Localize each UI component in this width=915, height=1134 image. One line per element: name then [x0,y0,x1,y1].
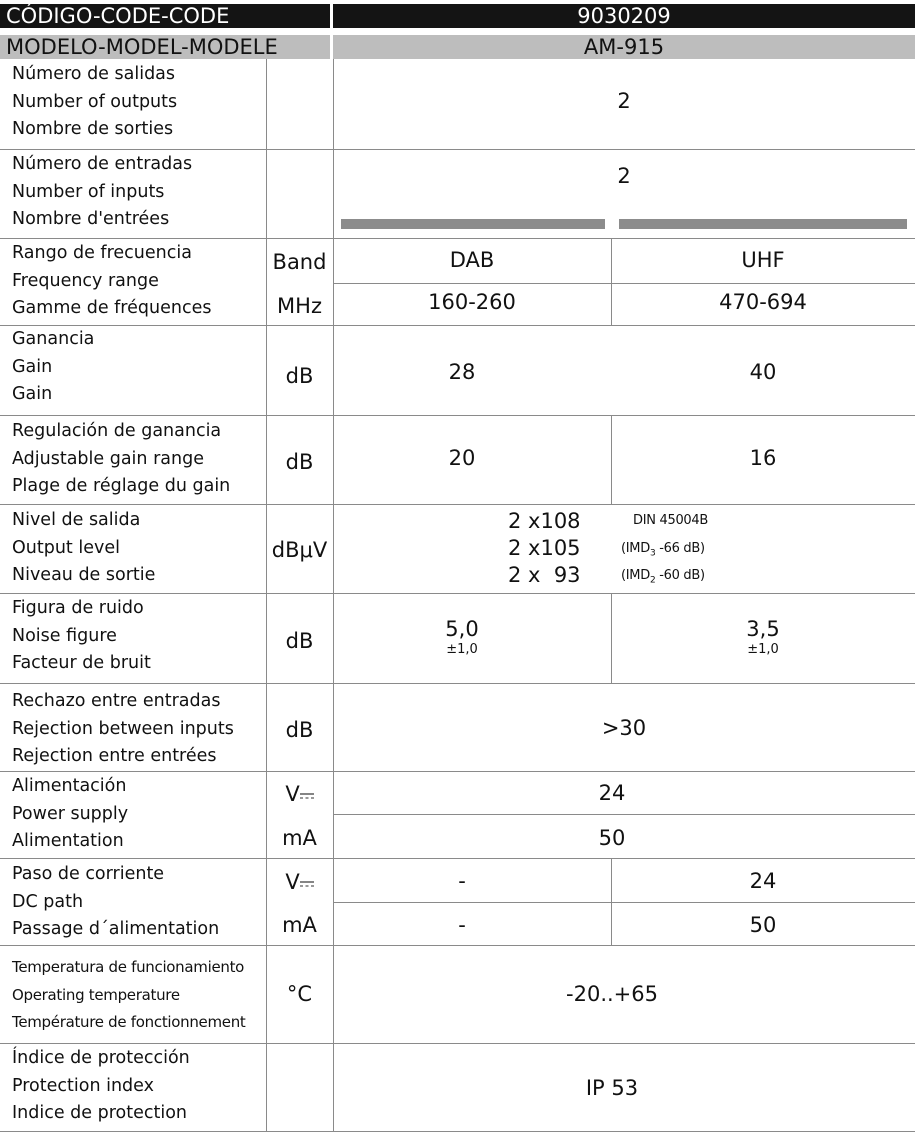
rejection-value: >30 [601,716,647,740]
subrow-divider [333,902,915,903]
row-divider [0,771,915,772]
dc-symbol-icon [300,880,314,888]
level-2: 2 x105 [508,536,581,560]
temperature-label: Temperatura de funcionamiento Operating temperature Température de fonctionnement [12,958,246,1031]
temperature-unit: °C [286,982,313,1006]
row-divider [0,504,915,505]
level-1: 2 x108 [508,509,581,533]
dc-path-volt-unit: V [266,870,333,894]
row-divider [0,325,915,326]
range-dab: 160-260 [428,290,516,314]
gain-adjust-label: Regulación de ganancia Adjustable gain range Plage de réglage du gain [12,421,231,496]
input-bar [341,219,605,229]
subrow-divider [333,283,915,284]
protection-label: Índice de protección Protection index Indice de protection [12,1048,190,1123]
column-divider [333,59,334,1131]
dc-path-volts-dab: - [458,869,466,893]
noise-unit: dB [285,629,314,653]
input-bar [619,219,907,229]
row-divider [0,858,915,859]
frequency-label: Rango de frecuencia Frequency range Gamme de fréquences [12,243,212,318]
power-label: Alimentación Power supply Alimentation [12,776,129,851]
row-divider [0,1043,915,1044]
protection-value: IP 53 [585,1076,639,1100]
gain-adjust-uhf: 16 [749,446,777,470]
row-divider [0,593,915,594]
range-uhf: 470-694 [719,290,807,314]
gain-unit: dB [285,364,314,388]
noise-dab-tolerance: ±1,0 [446,642,478,657]
temperature-value: -20..+65 [566,982,658,1006]
band-uhf: UHF [741,248,785,272]
inputs-label: Número de entradas Number of inputs Nombre d'entrées [12,154,193,229]
model-label: MODELO-MODEL-MODELE [6,35,278,59]
band-unit: Band [272,250,327,274]
code-value-cell [333,4,915,28]
gain-adjust-unit: dB [285,450,314,474]
standard-din: DIN 45004B [633,513,708,528]
row-divider [0,415,915,416]
mhz-unit: MHz [277,294,322,318]
dc-path-ma-unit: mA [282,913,317,937]
output-level-unit: dBμV [271,538,328,562]
model-value: AM-915 [583,35,665,59]
power-volt-unit: V [266,782,333,806]
gain-uhf: 40 [749,360,777,384]
level-3: 2 x 93 [508,563,581,587]
column-divider [266,59,267,1131]
dc-path-current-uhf: 50 [749,913,777,937]
power-current: 50 [598,826,626,850]
output-level-label: Nivel de salida Output level Niveau de sortie [12,510,156,585]
row-divider [0,1131,915,1132]
code-label-cell [0,4,330,28]
gain-adjust-dab: 20 [448,446,476,470]
row-divider [0,149,915,150]
noise-uhf: 3,5 [746,617,780,641]
power-ma-unit: mA [282,826,317,850]
dc-path-current-dab: - [458,913,466,937]
noise-uhf-tolerance: ±1,0 [747,642,779,657]
dc-path-volts-uhf: 24 [749,869,777,893]
code-label: CÓDIGO-CODE-CODE [6,4,230,28]
dc-path-label: Paso de corriente DC path Passage d´alimentation [12,864,220,939]
row-divider [0,238,915,239]
gain-dab: 28 [448,360,476,384]
noise-label: Figura de ruido Noise figure Facteur de bruit [12,598,151,673]
band-dab: DAB [449,248,495,272]
outputs-label: Número de salidas Number of outputs Nombre de sorties [12,64,178,139]
rejection-label: Rechazo entre entradas Rejection between inputs Rejection entre entrées [12,691,234,766]
dc-symbol-icon [300,792,314,800]
inputs-value: 2 [617,164,631,188]
code-value: 9030209 [577,4,671,28]
row-divider [0,945,915,946]
model-value-cell [333,35,915,59]
standard-imd3: ($IMD_3$ -66 dB) [621,541,705,559]
subrow-divider [333,814,915,815]
standard-imd2: ($IMD_2$ -60 dB) [621,568,705,586]
rejection-unit: dB [285,718,314,742]
model-label-cell [0,35,330,59]
row-divider [0,683,915,684]
outputs-value: 2 [617,89,631,113]
power-volts: 24 [598,781,626,805]
noise-dab: 5,0 [445,617,479,641]
gain-label: Ganancia Gain Gain [12,329,95,404]
